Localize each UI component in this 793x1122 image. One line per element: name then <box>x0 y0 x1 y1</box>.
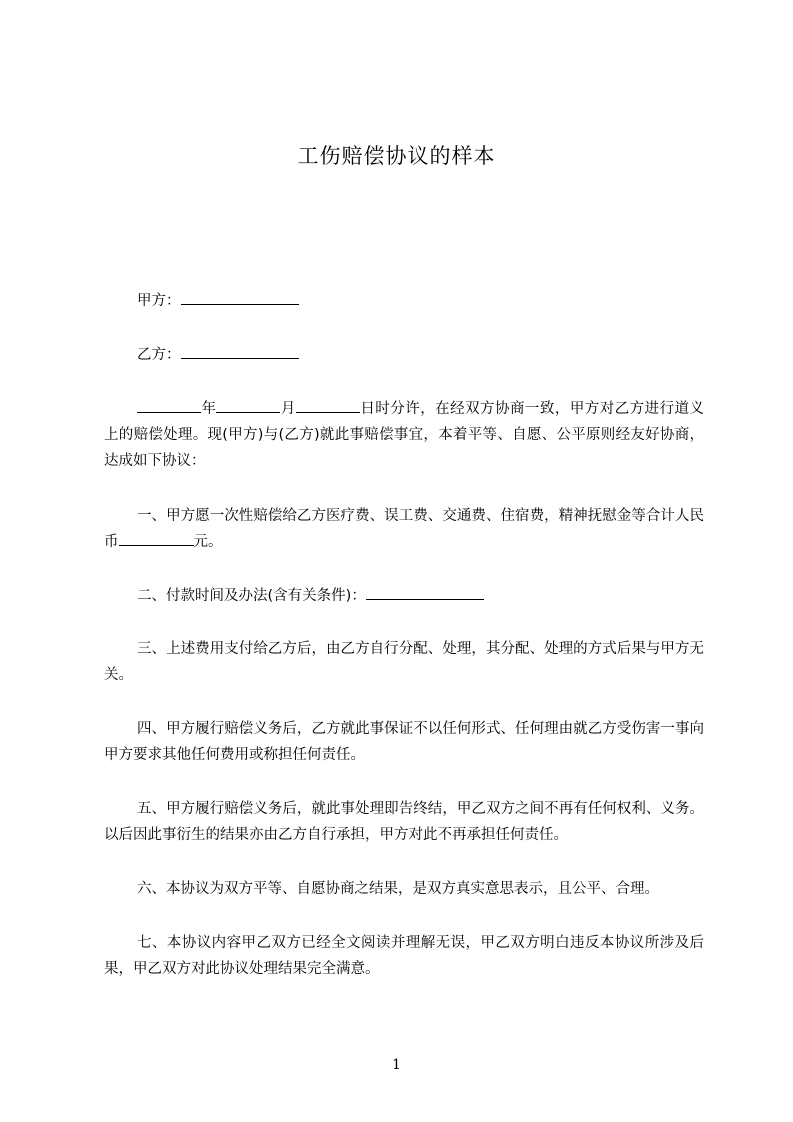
party-b-label: 乙方： <box>137 347 181 363</box>
party-b-line <box>104 342 704 368</box>
clause-2 <box>104 583 704 609</box>
clause-6: 六、本协议为双方平等、自愿协商之结果，是双方真实意思表示，且公平、合理。 <box>137 881 659 897</box>
clause-4: 四、甲方履行赔偿义务后，乙方就此事保证不以任何形式、任何理由就乙方受伤害一事向甲方要求其他任何费用或称担任何责任。 <box>104 721 704 763</box>
clause-3: 三、上述费用支付给乙方后，由乙方自行分配、处理，其分配、处理的方式后果与甲方无关。 <box>104 641 704 683</box>
document-title: 工伤赔偿协议的样本 <box>297 144 496 168</box>
intro-text: 日时分许，在经双方协商一致，甲方对乙方进行道义上的赔偿处理。现(甲方)与(乙方)就此事赔偿事宜，本着平等、自愿、公平原则经友好协商，达成如下协议： <box>104 401 705 469</box>
month-label: 月 <box>280 401 296 417</box>
clause-1-unit: 元。 <box>193 534 223 550</box>
clause-5: 五、甲方履行赔偿义务后，就此事处理即告终结，甲乙双方之间不再有任何权利、义务。以后因此事衍生的结果亦由乙方自行承担，甲方对此不再承担任何责任。 <box>104 801 704 843</box>
year-label: 年 <box>201 401 217 417</box>
party-a-label: 甲方： <box>137 293 181 309</box>
clause-7: 七、本协议内容甲乙双方已经全文阅读并理解无误，甲乙双方明白违反本协议所涉及后果，甲乙双方对此协议处理结果完全满意。 <box>104 935 704 977</box>
month-blank <box>216 398 280 413</box>
intro-paragraph <box>104 396 704 474</box>
day-blank <box>296 398 360 413</box>
party-b-blank <box>181 344 299 359</box>
party-a-line <box>104 288 704 314</box>
clause-1-text: 一、甲方愿一次性赔偿给乙方医疗费、误工费、交通费、住宿费，精神抚慰金等合计人民币 <box>104 508 704 550</box>
payment-method-blank <box>366 585 484 600</box>
party-a-blank <box>181 290 299 305</box>
year-blank <box>137 398 201 413</box>
clause-2-text: 二、付款时间及办法(含有关条件)： <box>137 588 366 604</box>
clause-1 <box>104 503 704 555</box>
amount-blank <box>119 531 194 546</box>
page-number: 1 <box>392 1057 401 1073</box>
